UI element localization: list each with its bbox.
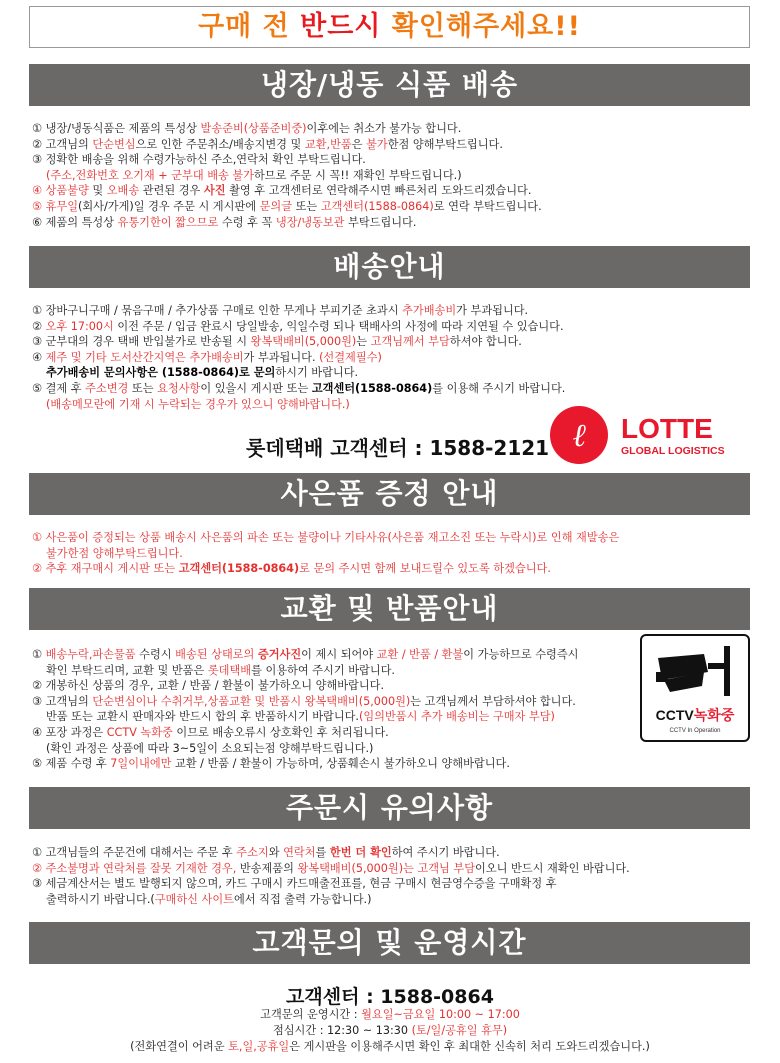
list-item: ⑤ 결제 후 주소변경 또는 요청사항이 있을시 게시판 또는 고객센터(1588-0864)를 이용해 주시기 바랍니다.: [32, 381, 566, 395]
cctv-sublabel: CCTV In Operation: [669, 728, 721, 734]
list-item: ② 오후 17:00시 이전 주문 / 입금 완료시 당일발송, 익일수령 되나 택배사의 사정에 따라 지연될 수 있습니다.: [32, 319, 564, 333]
cctv-label-recording: 녹화중: [693, 707, 735, 723]
list-item: ① 냉장/냉동식품은 제품의 특성상 발송준비(상품준비중)이후에는 취소가 불가능 합니다.: [32, 122, 462, 135]
lotte-name: LOTTE: [621, 413, 713, 444]
lotte-mark: ℓ: [572, 416, 586, 454]
section-title-order: 주문시 유의사항: [29, 787, 750, 829]
customer-center-phone: 고객센터 : 1588-0864: [286, 986, 494, 1008]
list-item: ② 고객님의 단순변심으로 인한 주문취소/배송지변경 및 교환,반품은 불가한점 양해부탁드립니다.: [32, 137, 503, 151]
page-title: 구매 전 반드시 확인해주세요!!: [29, 6, 750, 48]
section-title-shipping: 배송안내: [29, 246, 750, 288]
list-item: ④ 제주 및 기타 도서산간지역은 추가배송비가 부과됩니다. (선결제필수): [32, 350, 382, 364]
list-item: ⑥ 제품의 특성상 유통기한이 짧으므로 수령 후 꼭 냉장/냉동보관 부탁드립니다.: [32, 215, 417, 229]
gift-notice-list: [32, 530, 619, 577]
list-item: ② 추후 재구매시 게시판 또는 고객센터(1588-0864)로 문의 주시면 함께 보내드릴수 있도록 하겠습니다.: [32, 562, 551, 576]
list-item: ③ 고객님의 단순변심이나 수취거부,상품교환 및 반품시 왕복택배비(5,000원)는 고객님께서 부담하셔야 합니다.: [32, 694, 576, 708]
lotte-logo-icon: [549, 405, 749, 465]
list-item: ③ 세금계산서는 별도 발행되지 않으며, 카드 구매시 카드매출전표를, 현금 구매시 현금영수증을 구매확정 후: [32, 877, 557, 891]
list-item: ⑤ 제품 수령 후 7일이내에만 교환 / 반품 / 환불이 가능하며, 상품훼손시 불가하오니 양해바랍니다.: [32, 757, 510, 771]
list-item: (배송메모란에 기재 시 누락되는 경우가 있으니 양해바랍니다.): [46, 397, 350, 411]
list-item: ① 고객님들의 주문건에 대해서는 주문 후 주소지와 연락처를 한번 더 확인하여 주시기 바랍니다.: [32, 846, 500, 859]
list-item: ① 배송누락,파손물품 수령시 배송된 상태로의 증거사진이 제시 되어야 교환 / 반품 / 환불이 가능하므로 수령즉시: [32, 648, 579, 661]
list-item: ③ 정확한 배송을 위해 수령가능하신 주소,연락처 확인 부탁드립니다.: [32, 153, 366, 167]
contact-note: (전화연결이 어려운 토,일,공휴일은 게시판을 이용해주시면 확인 후 최대한 신속히 처리 도와드리겠습니다.): [130, 1040, 650, 1053]
list-item: ① 장바구니구매 / 묶음구매 / 추가상품 구매로 인한 무게나 부피기준 초과시 추가배송비가 부과됩니다.: [32, 304, 529, 317]
lotte-subtitle: GLOBAL LOGISTICS: [621, 445, 725, 457]
list-item: ② 주소불명과 연락처를 잘못 기재한 경우, 반송제품의 왕복택배비(5,000원)는 고객님 부담이오니 반드시 재확인 바랍니다.: [32, 861, 630, 875]
list-item: 추가배송비 문의사항은 (1588-0864)로 문의하시기 바랍니다.: [46, 366, 359, 380]
section-title-frozen: 냉장/냉동 식품 배송: [29, 64, 750, 106]
section-title-contact: 고객문의 및 운영시간: [29, 922, 750, 964]
section-title-exchange: 교환 및 반품안내: [29, 588, 750, 630]
list-item: 확인 부탁드리며, 교환 및 반품은 롯데택배를 이용하여 주시기 바랍니다.: [46, 663, 395, 677]
list-item: ⑤ 휴무일(회사/가게)일 경우 주문 시 게시판에 문의글 또는 고객센터(1588-0864)로 연락 부탁드립니다.: [32, 199, 542, 213]
operating-hours: 고객문의 운영시간 : 월요일~금요일 10:00 ~ 17:00: [260, 1008, 520, 1021]
exchange-notice-list: [32, 647, 578, 772]
svg-text:CCTV녹화중: [656, 707, 735, 723]
section-title-gift: 사은품 증정 안내: [29, 473, 750, 515]
order-notice-list: [32, 845, 630, 907]
list-item: (주소,전화번호 오기재 + 군부대 배송 불가하므로 주문 시 꼭!! 재확인 부탁드립니다.): [46, 168, 462, 182]
list-item: (확인 과정은 상품에 따라 3~5일이 소요되는점 양해부탁드립니다.): [46, 741, 374, 755]
shipping-notice-list: [32, 303, 565, 412]
frozen-notice-list: [32, 121, 542, 230]
lotte-logo: [549, 405, 749, 465]
list-item: ② 개봉하신 상품의 경우, 교환 / 반품 / 환불이 불가하오니 양해바랍니다.: [32, 679, 385, 693]
lotte-customer-center: 롯데택배 고객센터 : 1588-2121: [246, 436, 550, 460]
list-item: 반품 또는 교환시 판매자와 반드시 합의 후 반품하시기 바랍니다.(임의반품시 추가 배송비는 구매자 부담): [46, 710, 555, 724]
list-item: ① 사은품이 증정되는 상품 배송시 사은품의 파손 또는 불량이나 기타사유(사은품 재고소진 또는 누락시)로 인해 재발송은: [32, 531, 620, 544]
list-item: 출력하시기 바랍니다.(구매하신 사이트에서 직접 출력 가능합니다.): [46, 892, 372, 906]
list-item: ④ 상품불량 및 오배송 관련된 경우 사진 촬영 후 고객센터로 연락해주시면 빠른처리 도와드리겠습니다.: [32, 184, 532, 198]
list-item: ④ 포장 과정은 CCTV 녹화중 이므로 배송오류시 상호확인 후 처리됩니다.: [32, 725, 389, 739]
cctv-camera-icon: [642, 636, 748, 740]
list-item: 불가한점 양해부탁드립니다.: [46, 546, 183, 560]
cctv-sign: [640, 634, 750, 742]
cctv-label: CCTV: [655, 707, 694, 723]
list-item: ③ 군부대의 경우 택배 반입불가로 반송될 시 왕복택배비(5,000원)는 고객님께서 부담하셔야 합니다.: [32, 335, 522, 349]
lunch-hours: 점심시간 : 12:30 ~ 13:30 (토/일/공휴일 휴무): [272, 1024, 508, 1037]
